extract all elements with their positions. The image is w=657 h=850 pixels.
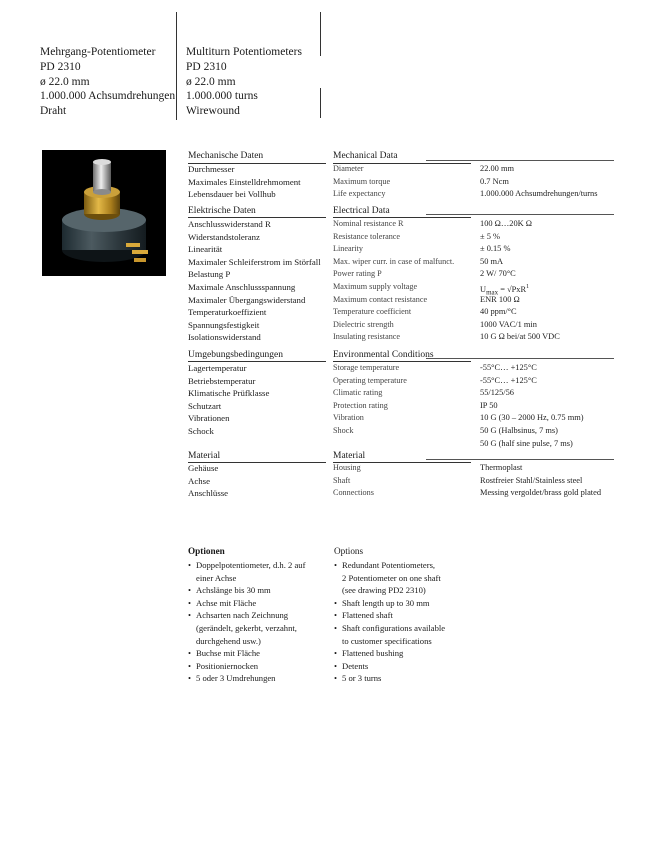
electrical-label-en: Resistance tolerance bbox=[333, 231, 401, 241]
mechanical-label-de: Maximales Einstelldrehmoment bbox=[188, 176, 301, 187]
environmental-label-en: Vibration bbox=[333, 413, 364, 423]
environmental-label-de: Schock bbox=[188, 426, 214, 436]
option-item bbox=[188, 647, 305, 660]
electrical-label-en: Power rating P bbox=[333, 269, 382, 279]
option-item bbox=[334, 672, 445, 685]
electrical-label-en: Insulating resistance bbox=[333, 332, 401, 342]
environmental-label-de: Klimatische Prüfklasse bbox=[188, 388, 270, 399]
electrical-row bbox=[0, 256, 657, 269]
material-row bbox=[0, 462, 657, 475]
mechanical-label-de: Lebensdauer bei Vollhub bbox=[188, 189, 276, 200]
mechanical-heading-de: Mechanische Daten bbox=[188, 151, 264, 161]
electrical-label-de: Maximale Anschlussspannung bbox=[188, 282, 296, 292]
environmental-value: 50 G (Halbsinus, 7 ms) bbox=[480, 426, 558, 435]
header-en-diameter: ø 22.0 mm bbox=[186, 75, 236, 88]
options-de-title: Optionen bbox=[188, 546, 225, 556]
electrical-label-en: Maximum supply voltage bbox=[333, 282, 418, 291]
option-item-line: (see drawing PD2 2310) bbox=[342, 585, 426, 596]
environmental-value: -55°C… +125°C bbox=[480, 375, 537, 385]
environmental-value: 55/125/56 bbox=[480, 388, 514, 398]
electrical-label-en: Temperature coefficient bbox=[333, 307, 412, 317]
mechanical-label-en: Maximum torque bbox=[333, 176, 391, 186]
electrical-label-de: Spannungsfestigkeit bbox=[188, 319, 260, 330]
option-item-line: 2 Potentiometer on one shaft bbox=[342, 572, 441, 583]
option-item bbox=[334, 609, 445, 622]
options-en bbox=[334, 546, 445, 685]
voltage-symbol: U bbox=[480, 284, 487, 294]
environmental-label-de: Vibrationen bbox=[188, 413, 230, 424]
electrical-label-de: Anschlusswiderstand R bbox=[188, 219, 271, 229]
mechanical-label-en: Diameter bbox=[333, 164, 364, 173]
environmental-row bbox=[0, 412, 657, 425]
electrical-row bbox=[0, 231, 657, 244]
environmental-row bbox=[0, 425, 657, 438]
environmental-value: IP 50 bbox=[480, 400, 498, 410]
material-value: Thermoplast bbox=[480, 463, 523, 472]
header-de-life: 1.000.000 Achsumdrehungen bbox=[40, 90, 176, 103]
electrical-value: 2 W/ 70°C bbox=[480, 269, 516, 279]
electrical-heading-de: Elektrische Daten bbox=[188, 206, 256, 216]
header-de-model: PD 2310 bbox=[40, 60, 81, 73]
electrical-label-en: Dielectric strength bbox=[333, 319, 394, 329]
mechanical-value: 1.000.000 Achsumdrehungen/turns bbox=[480, 189, 598, 199]
material-heading-de: Material bbox=[188, 451, 221, 461]
option-item bbox=[188, 584, 305, 597]
electrical-value: 100 Ω…20K Ω bbox=[480, 219, 532, 228]
electrical-value: ± 0.15 % bbox=[480, 244, 511, 254]
environmental-label-en: Climatic rating bbox=[333, 388, 383, 398]
voltage-subscript: max bbox=[486, 288, 499, 297]
electrical-value: 1000 VAC/1 min bbox=[480, 319, 537, 329]
material-value: Messing vergoldet/brass gold plated bbox=[480, 488, 602, 498]
option-item-line: to customer specifications bbox=[342, 635, 432, 646]
option-item bbox=[188, 609, 305, 647]
material-label-en: Housing bbox=[333, 463, 361, 472]
electrical-row bbox=[0, 243, 657, 256]
option-item-line: • Achsarten nach Zeichnung bbox=[196, 610, 289, 621]
environmental-row bbox=[0, 387, 657, 400]
environmental-label-en: Operating temperature bbox=[333, 375, 407, 385]
option-item bbox=[188, 559, 305, 584]
environmental-label-de: Betriebstemperatur bbox=[188, 375, 256, 386]
electrical-label-en: Maximum contact resistance bbox=[333, 294, 428, 304]
environmental-label-de: Schutzart bbox=[188, 400, 222, 411]
header-de-type: Draht bbox=[40, 105, 67, 118]
header-de-diameter: ø 22.0 mm bbox=[40, 75, 90, 88]
option-item bbox=[188, 660, 305, 673]
option-item-line: • Positioniernocken bbox=[196, 660, 259, 671]
material-heading-en: Material bbox=[333, 451, 366, 461]
material-label-de: Gehäuse bbox=[188, 463, 219, 473]
options-de bbox=[188, 546, 305, 685]
environmental-value: 10 G (30 – 2000 Hz, 0.75 mm) bbox=[480, 413, 584, 423]
option-item bbox=[188, 672, 305, 685]
option-item-line: • 5 or 3 turns bbox=[342, 673, 382, 684]
material-label-de: Anschlüsse bbox=[188, 488, 229, 499]
option-item-line: • 5 oder 3 Umdrehungen bbox=[196, 673, 276, 684]
electrical-value: 50 mA bbox=[480, 256, 504, 266]
header-en-type: Wirewound bbox=[186, 105, 240, 118]
header-de bbox=[40, 45, 175, 119]
environmental-row bbox=[0, 438, 657, 451]
electrical-row bbox=[0, 331, 657, 344]
environmental-heading-en: Environmental Conditions bbox=[333, 350, 434, 360]
material-label-en: Shaft bbox=[333, 475, 351, 485]
header-en-title: Multiturn Potentiometers bbox=[186, 46, 302, 58]
header-en bbox=[186, 45, 302, 119]
option-item bbox=[334, 622, 445, 647]
material-label-en: Connections bbox=[333, 488, 374, 498]
electrical-label-en: Max. wiper curr. in case of malfunct. bbox=[333, 256, 455, 266]
mechanical-value: 0.7 Ncm bbox=[480, 176, 509, 186]
option-item bbox=[334, 647, 445, 660]
mechanical-row bbox=[0, 188, 657, 201]
header-en-model: PD 2310 bbox=[186, 60, 227, 73]
option-item bbox=[188, 597, 305, 610]
material-label-de: Achse bbox=[188, 475, 210, 486]
option-item-line: • Buchse mit Fläche bbox=[196, 648, 260, 659]
electrical-heading-en: Electrical Data bbox=[333, 206, 390, 216]
electrical-label-de: Widerstandstoleranz bbox=[188, 231, 260, 242]
option-item-line: einer Achse bbox=[196, 572, 237, 583]
environmental-label-de: Lagertemperatur bbox=[188, 363, 247, 373]
mechanical-row bbox=[0, 176, 657, 189]
environmental-label-en: Storage temperature bbox=[333, 363, 400, 372]
environmental-row bbox=[0, 362, 657, 375]
option-item-line: • Flattened shaft bbox=[342, 610, 393, 621]
options-de-list bbox=[188, 559, 305, 685]
electrical-label-en: Nominal resistance R bbox=[333, 219, 404, 228]
electrical-value: ENR 100 Ω bbox=[480, 294, 520, 304]
option-item bbox=[334, 597, 445, 610]
electrical-row bbox=[0, 319, 657, 332]
electrical-label-de: Temperaturkoeffizient bbox=[188, 307, 267, 318]
option-item-line: • Detents bbox=[342, 660, 369, 671]
electrical-row bbox=[0, 268, 657, 281]
environmental-row bbox=[0, 400, 657, 413]
option-item-line: • Flattened bushing bbox=[342, 648, 404, 659]
options-en-title: Options bbox=[334, 546, 364, 556]
electrical-label-de: Isolationswiderstand bbox=[188, 332, 261, 343]
option-item-line: • Doppelpotentiometer, d.h. 2 auf bbox=[196, 560, 306, 570]
environmental-value: -55°C… +125°C bbox=[480, 363, 537, 372]
environmental-label-en: Protection rating bbox=[333, 400, 388, 410]
option-item-line: durchgehend usw.) bbox=[196, 635, 261, 646]
electrical-value: 10 G Ω bei/at 500 VDC bbox=[480, 332, 560, 342]
electrical-row bbox=[0, 294, 657, 307]
header-de-title: Mehrgang-Potentiometer bbox=[40, 46, 156, 58]
electrical-label-en: Linearity bbox=[333, 244, 364, 254]
option-item-line: (gerändelt, gekerbt, verzahnt, bbox=[196, 622, 297, 633]
option-item-line: • Redundant Potentiometers, bbox=[342, 560, 436, 570]
electrical-row bbox=[0, 281, 657, 297]
environmental-heading-de: Umgebungsbedingungen bbox=[188, 350, 283, 360]
mechanical-label-en: Life expectancy bbox=[333, 189, 386, 199]
mechanical-label-de: Durchmesser bbox=[188, 164, 235, 174]
environmental-value: 50 G (half sine pulse, 7 ms) bbox=[480, 438, 573, 448]
option-item-line: • Shaft length up to 30 mm bbox=[342, 597, 430, 608]
electrical-label-de: Linearität bbox=[188, 244, 223, 255]
option-item-line: • Achslänge bis 30 mm bbox=[196, 585, 271, 596]
electrical-row bbox=[0, 306, 657, 319]
voltage-footnote: 1 bbox=[526, 284, 530, 290]
electrical-label-de: Maximaler Schleiferstrom im Störfall bbox=[188, 256, 321, 267]
mechanical-heading-en: Mechanical Data bbox=[333, 151, 398, 161]
options-en-list bbox=[334, 559, 445, 685]
material-row bbox=[0, 487, 657, 500]
electrical-value: ± 5 % bbox=[480, 231, 500, 241]
header-en-life: 1.000.000 turns bbox=[186, 90, 258, 103]
electrical-label-de: Belastung P bbox=[188, 269, 231, 280]
electrical-row bbox=[0, 218, 657, 231]
mechanical-value: 22.00 mm bbox=[480, 164, 514, 173]
voltage-formula: = √PxR bbox=[498, 284, 527, 294]
option-item bbox=[334, 559, 445, 597]
option-item-line: • Shaft configurations available bbox=[342, 622, 446, 633]
option-item-line: • Achse mit Fläche bbox=[196, 597, 257, 608]
mechanical-row bbox=[0, 163, 657, 176]
environmental-row bbox=[0, 375, 657, 388]
electrical-value: 40 ppm/°C bbox=[480, 307, 517, 317]
option-item bbox=[334, 660, 445, 673]
material-row bbox=[0, 475, 657, 488]
material-value: Rostfreier Stahl/Stainless steel bbox=[480, 475, 583, 485]
electrical-label-de: Maximaler Übergangswiderstand bbox=[188, 294, 306, 305]
environmental-label-en: Shock bbox=[333, 426, 354, 435]
